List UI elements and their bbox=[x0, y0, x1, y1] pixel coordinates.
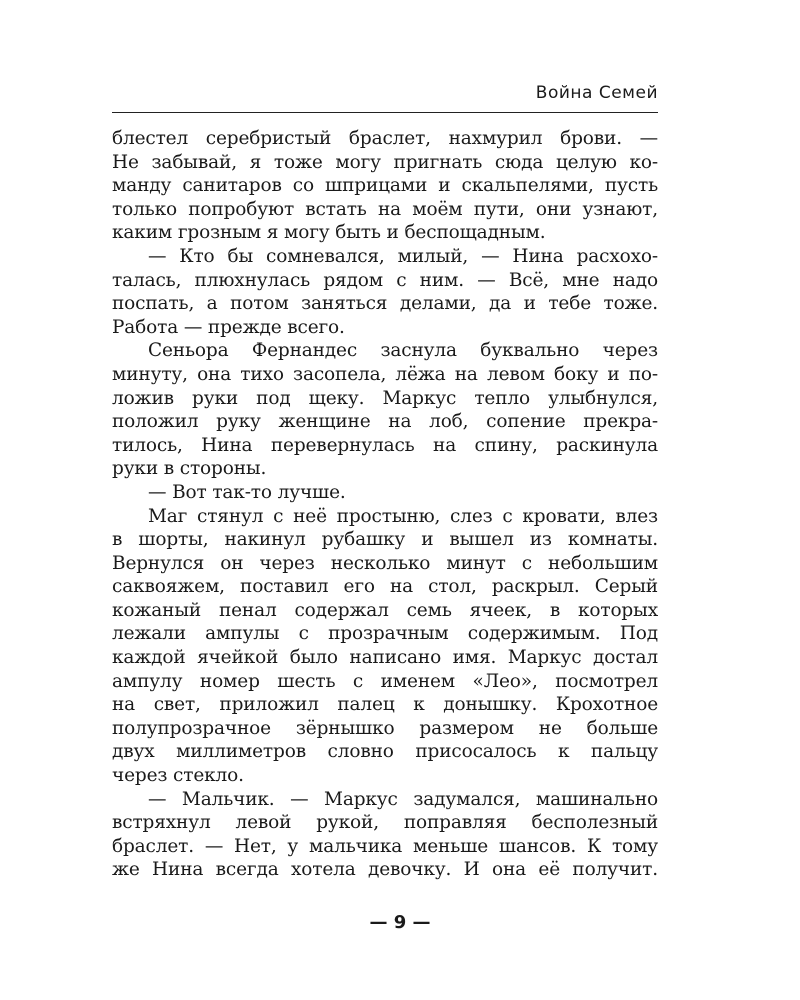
text-line: Сеньора Фернандес заснула буквально через bbox=[148, 340, 658, 362]
text-line: саквояжем, поставил его на стол, раскрыл. Серый bbox=[112, 576, 658, 598]
header-rule bbox=[112, 112, 658, 113]
text-line: лежали ампулы с прозрачным содержимым. Под bbox=[112, 623, 658, 645]
text-line: на свет, приложил палец к донышку. Крохотное bbox=[112, 694, 658, 716]
text-line: ампулу номер шесть с именем «Лео», посмотрел bbox=[112, 670, 658, 692]
text-line: же Нина всегда хотела девочку. И она её получит. bbox=[112, 859, 658, 881]
text-line: ложив руки под щеку. Маркус тепло улыбнулся, bbox=[112, 387, 658, 409]
text-line: тилось, Нина перевернулась на спину, раскинула bbox=[112, 434, 658, 456]
text-line: положил руку женщине на лоб, сопение прекра- bbox=[112, 411, 658, 433]
text-line: манду санитаров со шприцами и скальпелями, пусть bbox=[112, 175, 658, 197]
page-number: — 9 — bbox=[369, 912, 431, 933]
text-line: Маг стянул с неё простыню, слез с кровати, влез bbox=[148, 505, 658, 527]
text-line: браслет. — Нет, у мальчика меньше шансов. К тому bbox=[112, 835, 658, 857]
text-line: минуту, она тихо засопела, лёжа на левом боку и по- bbox=[112, 363, 658, 385]
text-line: — Мальчик. — Маркус задумался, машинально bbox=[148, 788, 658, 810]
text-line: в шорты, накинул рубашку и вышел из комнаты. bbox=[112, 529, 658, 551]
text-line: поспать, а потом заняться делами, да и тебе тоже. bbox=[112, 293, 658, 315]
body-text bbox=[112, 127, 658, 882]
text-line: — Вот так-то лучше. bbox=[148, 481, 346, 503]
running-title: Война Семей bbox=[535, 83, 658, 103]
text-line: Вернулся он через несколько минут с небольшим bbox=[112, 552, 658, 574]
text-line: блестел серебристый браслет, нахмурил брови. — bbox=[112, 128, 658, 149]
text-line: через стекло. bbox=[112, 765, 244, 787]
text-line: руки в стороны. bbox=[112, 458, 267, 480]
text-line: каждой ячейкой было написано имя. Маркус достал bbox=[112, 647, 658, 669]
text-line: талась, плюхнулась рядом с ним. — Всё, мне надо bbox=[112, 269, 658, 291]
text-line: — Кто бы сомневался, милый, — Нина расхохо- bbox=[148, 245, 658, 267]
text-line: каким грозным я могу быть и беспощадным. bbox=[112, 222, 546, 244]
text-line: Работа — прежде всего. bbox=[112, 316, 345, 338]
text-line: полупрозрачное зёрнышко размером не больше bbox=[112, 717, 658, 739]
text-line: только попробуют встать на моём пути, они узнают, bbox=[112, 198, 658, 220]
text-line: кожаный пенал содержал семь ячеек, в которых bbox=[112, 599, 658, 621]
text-line: Не забывай, я тоже могу пригнать сюда целую ко- bbox=[112, 151, 658, 173]
text-line: двух миллиметров словно присосалось к пальцу bbox=[112, 741, 658, 763]
text-line: встряхнул левой рукой, поправляя бесполезный bbox=[112, 812, 658, 834]
